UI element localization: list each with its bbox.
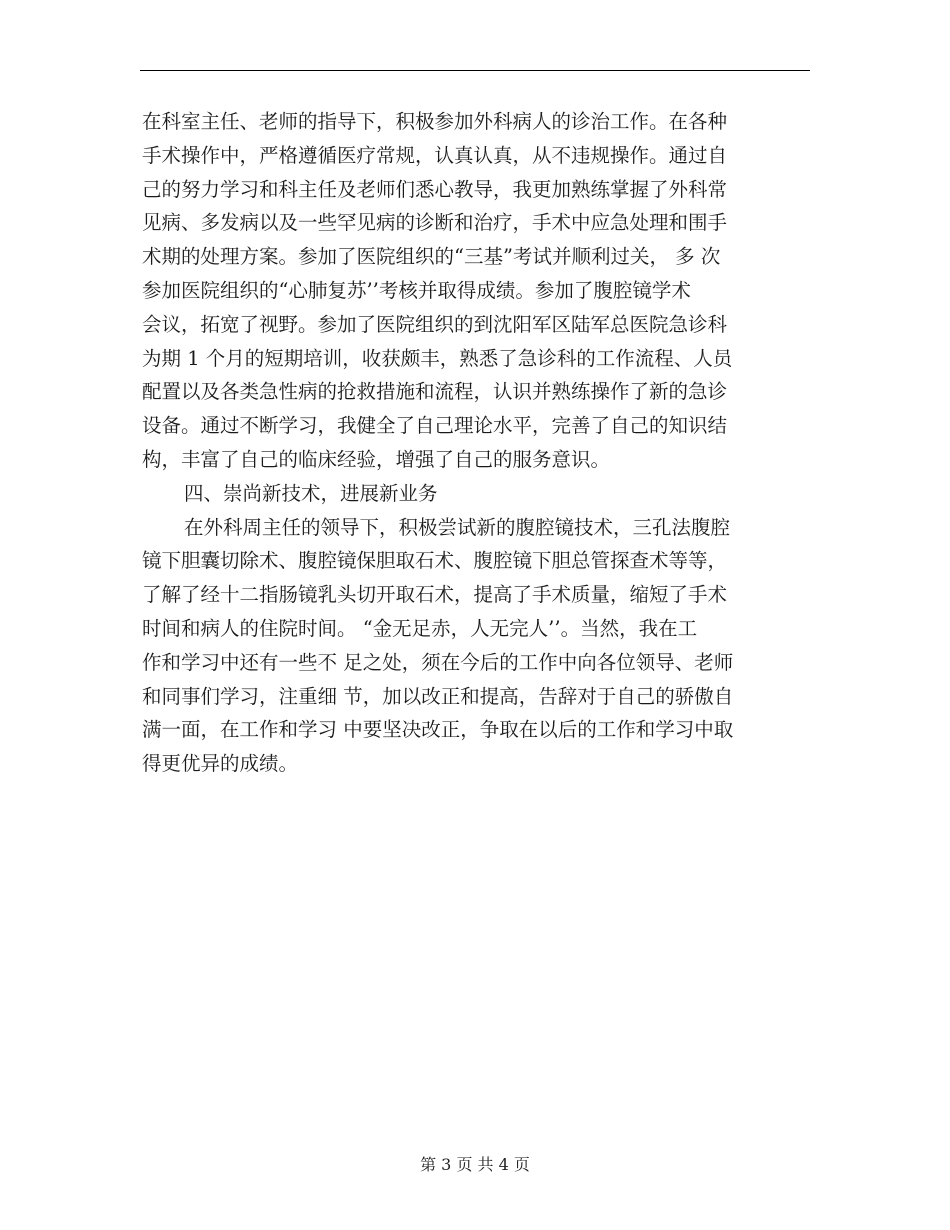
body-line: 时间和病人的住院时间。 “金无足赤，人无完人’’。当然，我在工	[142, 616, 698, 640]
body-line: 作和学习中还有一些不 足之处，须在今后的工作中向各位领导、老师	[142, 650, 734, 674]
body-line: 参加医院组织的“心肺复苏’’考核并取得成绩。参加了腹腔镜学术	[142, 278, 691, 302]
body-line: 设备。通过不断学习，我健全了自己理论水平，完善了自己的知识结	[142, 414, 728, 438]
body-line: 满一面，在工作和学习 中要坚决改正，争取在以后的工作和学习中取	[142, 718, 734, 742]
body-line: 配置以及各类急性病的抢救措施和流程，认识并熟练操作了新的急诊	[142, 380, 728, 404]
body-line: 构，丰富了自己的临床经验，增强了自己的服务意识。	[142, 447, 611, 471]
body-line: 了解了经十二指肠镜乳头切开取石术，提高了手术质量，缩短了手术	[142, 583, 728, 607]
body-line: 己的努力学习和科主任及老师们悉心教导，我更加熟练掌握了外科常	[142, 177, 728, 201]
body-line: 在外科周主任的领导下，积极尝试新的腹腔镜技术，三孔法腹腔	[184, 515, 731, 539]
body-line: 得更优异的成绩。	[142, 752, 299, 776]
body-line: 手术操作中，严格遵循医疗常规，认真认真，从不违规操作。通过自	[142, 143, 728, 167]
body-line: 镜下胆囊切除术、腹腔镜保胆取石术、腹腔镜下胆总管探查术等等，	[142, 549, 728, 573]
header-rule	[140, 70, 810, 71]
body-line: 为期 1 个月的短期培训，收获颇丰，熟悉了急诊科的工作流程、人员	[142, 346, 733, 370]
page-number: 第 3 页 共 4 页	[420, 1155, 530, 1174]
body-line: 和同事们学习，注重细 节，加以改正和提高，告辞对于自己的骄傲自	[142, 684, 734, 708]
body-line: 术期的处理方案。参加了医院组织的“三基”考试并顺利过关， 多 次	[142, 245, 721, 269]
body-line: 在科室主任、老师的指导下，积极参加外科病人的诊治工作。在各种	[142, 110, 728, 133]
section-heading: 四、崇尚新技术，进展新业务	[184, 481, 438, 505]
body-line: 见病、多发病以及一些罕见病的诊断和治疗，手术中应急处理和围手	[142, 211, 728, 235]
body-line: 会议，拓宽了视野。参加了医院组织的到沈阳军区陆军总医院急诊科	[142, 312, 728, 336]
document-body	[142, 105, 810, 781]
